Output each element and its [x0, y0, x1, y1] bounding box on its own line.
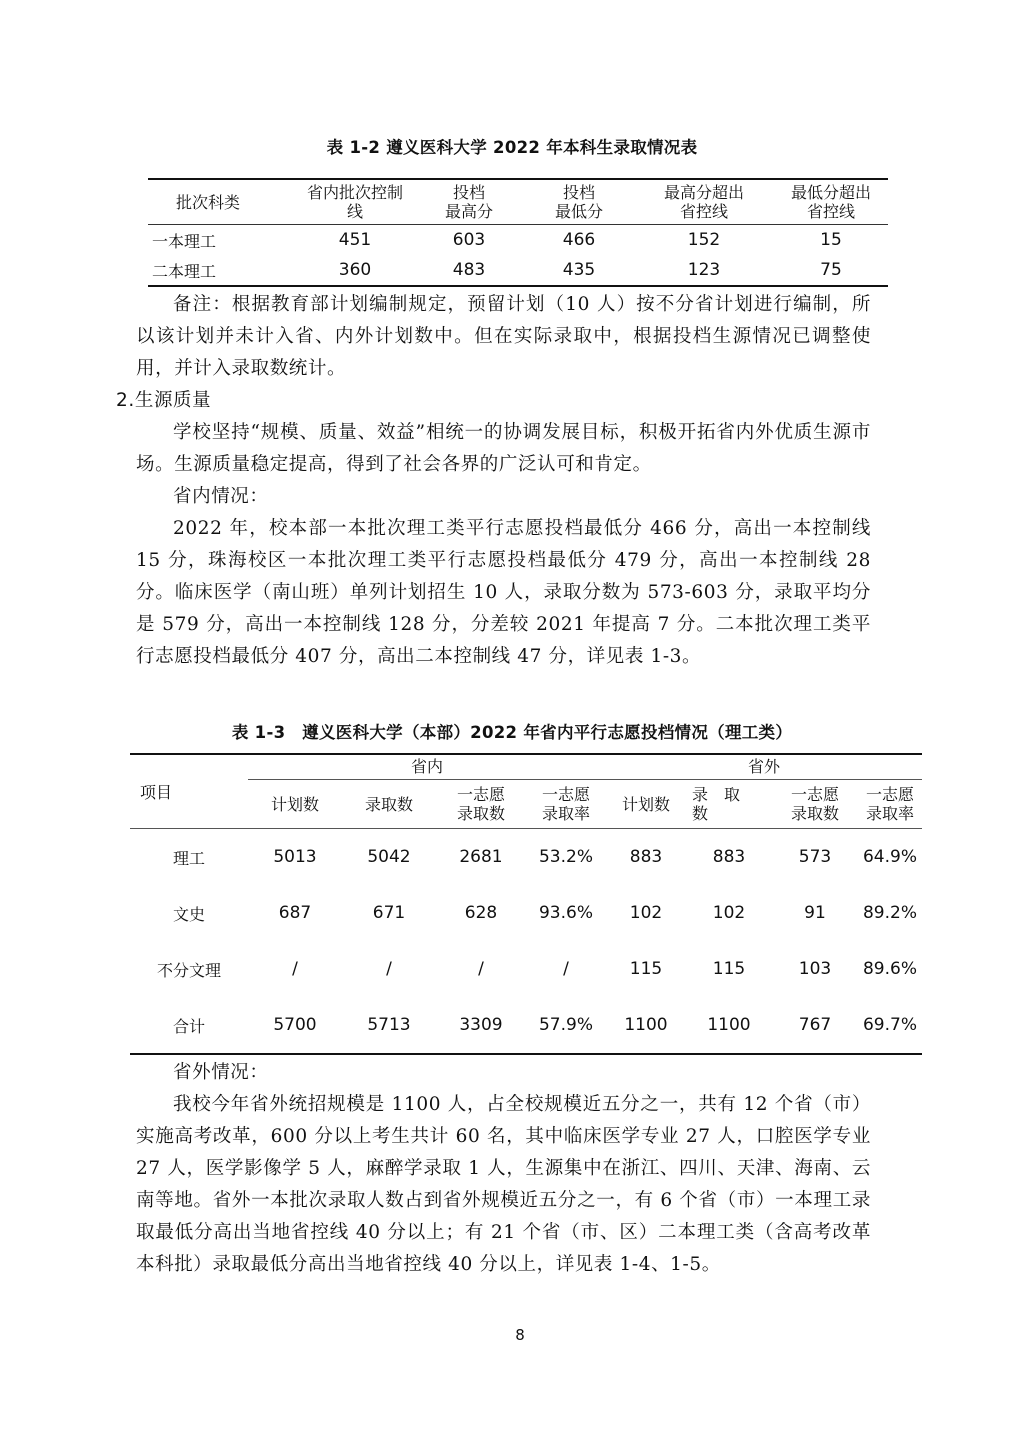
table-cell: 102 [629, 903, 663, 923]
table-cell: 483 [452, 260, 486, 280]
table-cell: 115 [712, 959, 746, 979]
table-1-2-header-row [148, 179, 888, 225]
header-text: 投档 [562, 183, 595, 202]
table-cell: 1100 [707, 1015, 751, 1035]
table-row [148, 225, 888, 256]
table-cell: 115 [629, 959, 663, 979]
in-province-label: 省内情况： [173, 486, 269, 507]
row-label: 一本理工 [152, 231, 217, 251]
table-row [130, 997, 922, 1054]
table-cell: 15 [820, 230, 842, 250]
header-text: 投档 [452, 183, 485, 202]
table-1-2-caption: 表 1-2 遵义医科大学 2022 年本科生录取情况表 [326, 138, 698, 157]
table-cell: 1100 [624, 1015, 668, 1035]
header-text: 计划数 [270, 794, 319, 814]
table-cell: 152 [687, 230, 721, 250]
table-row [130, 941, 922, 997]
table-row [130, 885, 922, 941]
table-cell: 5713 [367, 1015, 411, 1035]
table-cell: 69.7% [862, 1015, 917, 1035]
out-province-label: 省外情况： [173, 1062, 269, 1083]
table-cell: 671 [372, 903, 406, 923]
header-text: 一志愿 [456, 785, 505, 804]
table-row [148, 255, 888, 286]
group-header-out-province: 省外 [606, 754, 922, 780]
table-row [130, 829, 922, 886]
table-cell: 360 [338, 260, 372, 280]
header-text: 录 取 [692, 785, 741, 804]
header-text: 批次科类 [176, 192, 241, 212]
table-cell: / [478, 959, 484, 979]
header-text: 线 [346, 202, 363, 221]
header-text: 最高分 [444, 202, 493, 221]
table-cell: / [292, 959, 298, 979]
header-text: 一志愿 [790, 785, 839, 804]
header-cell [858, 780, 922, 829]
header-text: 省控线 [806, 202, 855, 221]
header-text: 计划数 [621, 794, 670, 814]
table-cell: 883 [629, 847, 663, 867]
body-text-lower [136, 1057, 871, 1281]
header-cell [772, 780, 858, 829]
header-text: 最低分超出 [790, 183, 871, 202]
table-cell: 883 [712, 847, 746, 867]
table-cell: 5013 [273, 847, 317, 867]
table-cell: / [386, 959, 392, 979]
table-cell: 64.9% [862, 847, 917, 867]
table-cell: 102 [712, 903, 746, 923]
table-note: 备注：根据教育部计划编制规定，预留计划（10 人）按不分省计划进行编制，所以该计划并未计入省、内外计划数中。但在实际录取中，根据投档生源情况已调整使用，并计入录取数统计。 [136, 294, 871, 379]
header-cell [686, 780, 772, 829]
row-label: 理工 [172, 848, 205, 868]
table-cell: 451 [338, 230, 372, 250]
table-cell: 123 [687, 260, 721, 280]
group-header-row [130, 754, 922, 780]
header-text: 录取率 [865, 804, 914, 823]
table-cell: 103 [798, 959, 832, 979]
in-province-paragraph: 2022 年，校本部一本批次理工类平行志愿投档最低分 466 分，高出一本控制线 15 分，珠海校区一本批次理工类平行志愿投档最低分 479 分，高出一本控制线 28 分。临床医学（南山班）单列计划招生 10 人，录取分数为 573-603 分，录取平均分是 579 分，高出一本控制线 128 分，分差较 2021 年提高 7 分。二本批次理工类平行志愿投档最低分 407 分，高出二本控制线 47 分，详见表 1-3。 [136, 518, 871, 667]
header-text: 录取数 [790, 804, 839, 823]
header-text: 录取数 [456, 804, 505, 823]
header-text: 最高分超出 [663, 183, 744, 202]
table-cell: 628 [464, 903, 498, 923]
header-text: 省内批次控制 [306, 183, 403, 202]
table-cell: 5700 [273, 1015, 317, 1035]
table-cell: 5042 [367, 847, 411, 867]
header-text: 一志愿 [865, 785, 914, 804]
table-cell: 89.6% [862, 959, 917, 979]
sub-header-row [130, 780, 922, 829]
header-cell [524, 179, 634, 225]
table-cell: 93.6% [538, 903, 593, 923]
table-cell: 53.2% [538, 847, 593, 867]
table-cell: 573 [798, 847, 832, 867]
header-text: 数 [692, 804, 709, 823]
header-cell [774, 179, 888, 225]
page-number: 8 [515, 1326, 525, 1344]
table-cell: 466 [562, 230, 596, 250]
section-heading: 2.生源质量 [116, 390, 212, 411]
row-label: 不分文理 [156, 960, 221, 980]
header-cell [296, 179, 414, 225]
header-cell [248, 780, 342, 829]
table-cell: / [563, 959, 569, 979]
row-label: 文史 [172, 904, 205, 924]
header-cell [526, 780, 606, 829]
header-cell [634, 179, 774, 225]
table-cell: 687 [278, 903, 312, 923]
header-text: 最低分 [554, 202, 603, 221]
header-cell [436, 780, 526, 829]
table-cell: 2681 [459, 847, 503, 867]
header-cell [606, 780, 686, 829]
table-cell: 89.2% [862, 903, 917, 923]
table-cell: 75 [820, 260, 842, 280]
table-cell: 57.9% [538, 1015, 593, 1035]
table-1-3-caption: 表 1-3 遵义医科大学（本部）2022 年省内平行志愿投档情况（理工类） [231, 723, 793, 742]
row-label: 合计 [172, 1016, 205, 1036]
item-header: 项目 [140, 783, 173, 802]
body-text-upper [116, 289, 871, 673]
table-cell: 603 [452, 230, 486, 250]
table-cell: 435 [562, 260, 596, 280]
header-cell [148, 179, 296, 225]
header-text: 省控线 [679, 202, 728, 221]
header-text: 录取率 [541, 804, 590, 823]
header-text: 一志愿 [541, 785, 590, 804]
table-1-2 [148, 178, 888, 287]
header-text: 录取数 [364, 794, 413, 814]
out-province-paragraph: 我校今年省外统招规模是 1100 人，占全校规模近五分之一，共有 12 个省（市）实施高考改革，600 分以上考生共计 60 名，其中临床医学专业 27 人，口腔医学专业 27 人，医学影像学 5 人，麻醉学录取 1 人，生源集中在浙江、四川、天津、海南、云南等地。省外一本批次录取人数占到省外规模近五分之一，有 6 个省（市）一本理工录取最低分高出当地省控线 40 分以上；有 21 个省（市、区）二本理工类（含高考改革本科批）录取最低分高出当地省控线 40 分以上，详见表 1-4、1-5。 [136, 1094, 871, 1275]
group-header-in-province: 省内 [248, 754, 606, 780]
table-cell: 3309 [459, 1015, 503, 1035]
header-cell [414, 179, 524, 225]
row-label: 二本理工 [152, 261, 217, 281]
header-cell [342, 780, 436, 829]
intro-paragraph: 学校坚持“规模、质量、效益”相统一的协调发展目标，积极开拓省内外优质生源市场。生源质量稳定提高，得到了社会各界的广泛认可和肯定。 [136, 422, 871, 475]
table-cell: 767 [798, 1015, 832, 1035]
table-cell: 91 [804, 903, 826, 923]
table-1-3 [130, 753, 922, 1055]
